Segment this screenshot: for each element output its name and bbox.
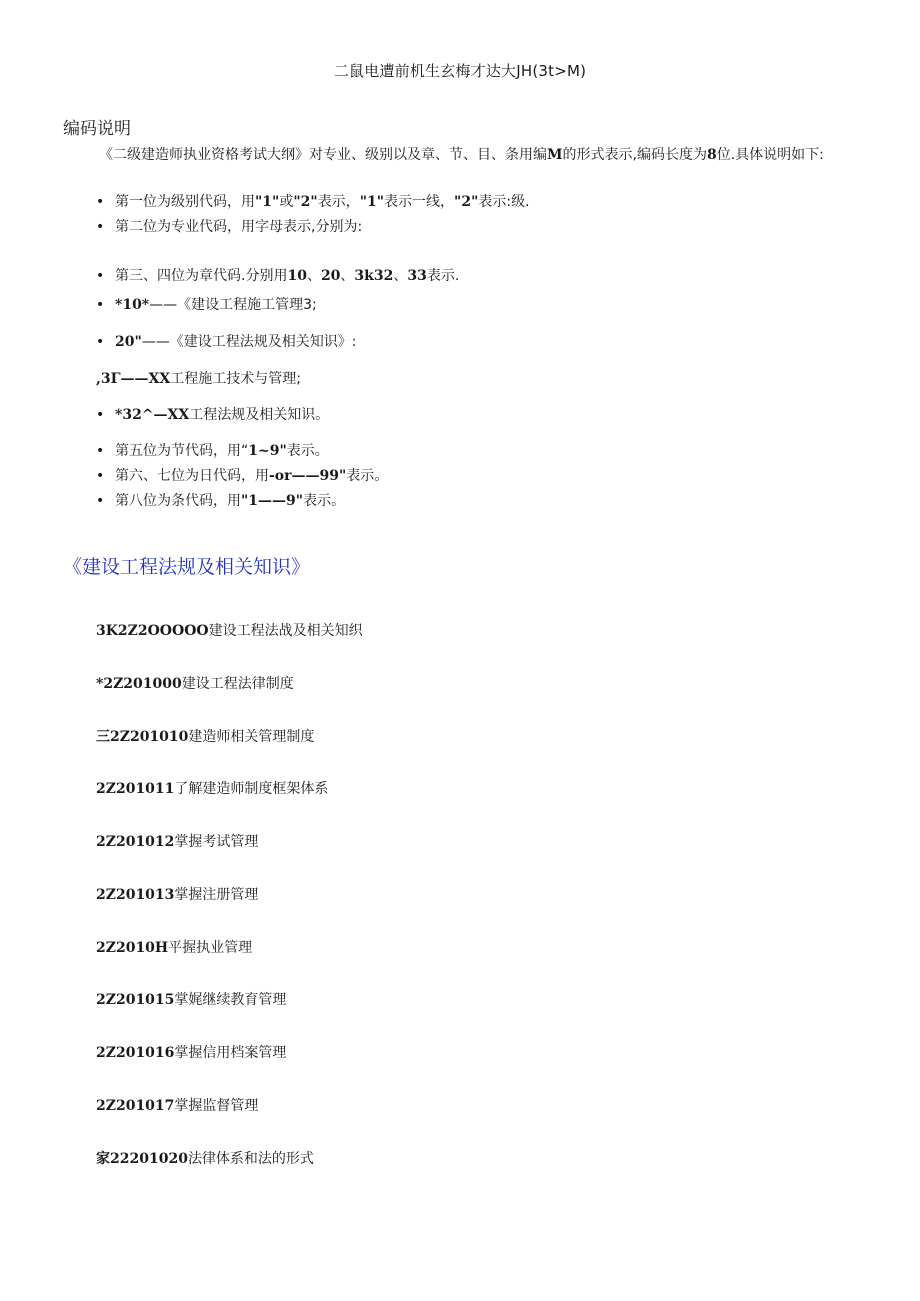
intro-bold-1: M [547,147,563,163]
bullet-dot-icon: • [96,334,105,350]
bullet-item: • *32^—XX工程法规及相关知识。 [96,407,330,423]
document-title: 二鼠电遭前机生玄梅才达大JH(3t>M) [333,62,587,80]
bullet-item: • 第二位为专业代码，用字母表示,分别为: [96,219,363,235]
bullet-item: • 第八位为条代码，用"1——9"表示。 [96,493,346,509]
intro-text-3: 位.具体说明如下: [716,147,824,163]
intro-paragraph [63,144,863,167]
bullet-dot-icon: • [96,493,105,509]
toc-entry: 三2Z201010建造师相关管理制度 [96,729,315,745]
bullet-dot-icon: • [96,268,105,284]
toc-entry: 2Z201015掌娓继续教育管理 [96,992,287,1008]
bullet-item: • 第一位为级别代码，用"1"或"2"表示，"1"表示一线，"2"表示:级. [96,194,530,210]
intro-text-2: 的形式表示,编码长度为 [562,147,707,163]
bullet-dot-icon: • [96,468,105,484]
section-heading-laws: 《建设工程法规及相关知识》 [63,556,311,578]
bullet-dot-icon: • [96,219,105,235]
toc-entry: 2Z201016掌握信用档案管理 [96,1045,287,1061]
intro-bold-2: 8 [706,147,717,163]
bullet-dot-icon: • [96,297,105,313]
bullet-dot-icon: • [96,443,105,459]
toc-entry: 家22201020法律体系和法的形式 [96,1151,314,1167]
bullet-item: • 20"——《建设工程法规及相关知识》: [96,334,357,350]
toc-entry: 2Z201017掌握监督管理 [96,1098,259,1114]
toc-entry: 2Z201013掌握注册管理 [96,887,259,903]
bullet-item: • 第六、七位为日代码，用-or——99"表示。 [96,468,389,484]
intro-text-1: 《二级建造师执业资格考试大纲》对专业、级别以及章、节、目、条用编 [99,147,547,163]
section-heading-coding: 编码说明 [63,119,131,139]
toc-entry: 2Z201011了解建造师制度框架体系 [96,781,329,797]
bullet-dot-icon: • [96,407,105,423]
toc-entry: *2Z201000建设工程法律制度 [96,676,294,692]
toc-entry: 2Z201012掌握考试管理 [96,834,259,850]
toc-entry: 2Z2010H平握执业管理 [96,940,253,956]
bullet-item: • *10*——《建设工程施工管理3; [96,297,317,313]
category-line: ,3Γ——XX工程施工技术与管理; [96,371,301,387]
bullet-dot-icon: • [96,194,105,210]
bullet-item: • 第三、四位为章代码.分别用10、20、3k32、33表示. [96,268,460,284]
bullet-item: • 第五位为节代码，用“1~9"表示。 [96,443,329,459]
toc-entry: 3K2Z2OOOOO建设工程法战及相关知织 [96,623,363,639]
